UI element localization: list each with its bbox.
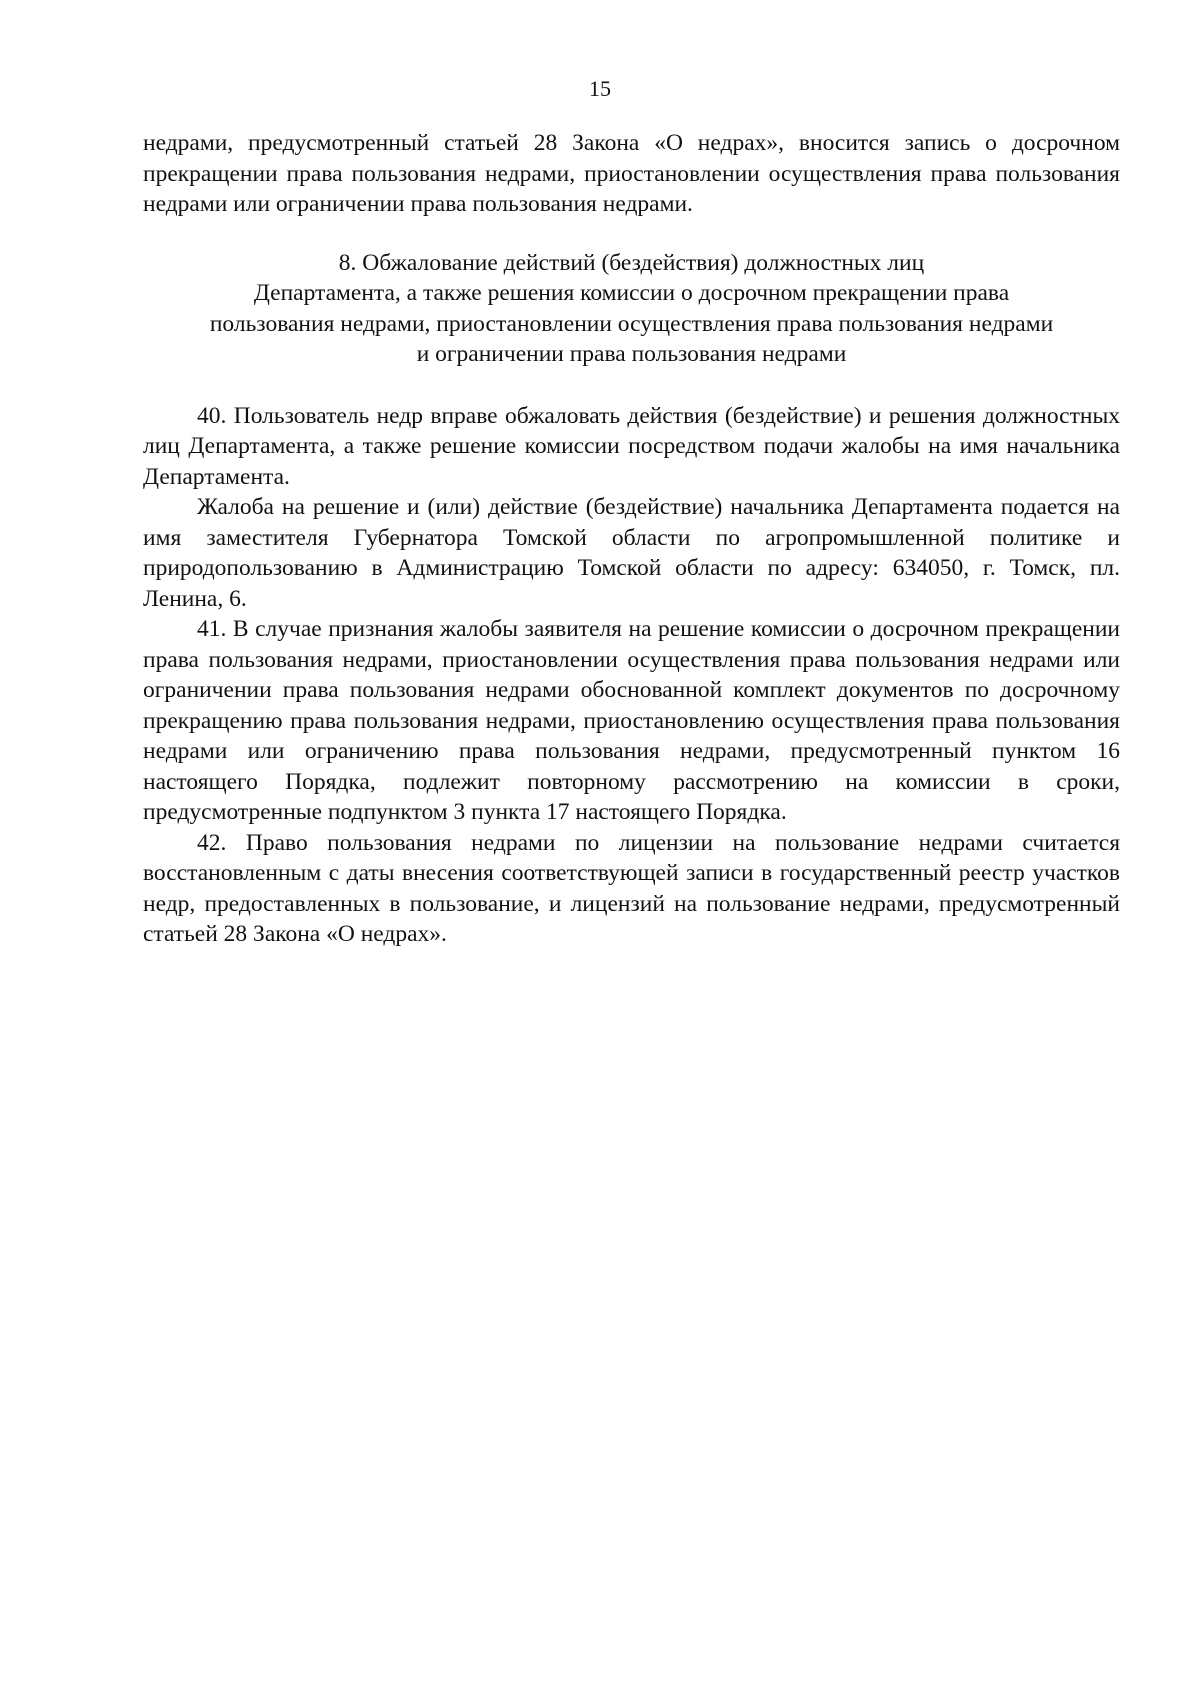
section-heading-line: Департамента, а также решения комиссии о досрочном прекращении права bbox=[253, 280, 1010, 306]
section-heading-line: пользования недрами, приостановлении осуществления права пользования недрами bbox=[209, 310, 1054, 337]
paragraph-40: 40. Пользователь недр вправе обжаловать действия (бездействие) и решения должностных лиц Департамента, а также решение комиссии посредством подачи жалобы на имя начальника Департамента. bbox=[143, 402, 1120, 490]
intro-paragraph: недрами, предусмотренный статьей 28 Закона «О недрах», вносится запись о досрочном прекращении права пользования недрами, приостановлении осуществления права пользования недрами или ограничении права пользования недрами. bbox=[143, 130, 1120, 217]
document-body bbox=[143, 128, 1120, 950]
paragraph-40-complaint: Жалоба на решение и (или) действие (бездействие) начальника Департамента подается на имя заместителя Губернатора Томской области по агропромышленной политике и природопользованию в Администрацию Томской области по адресу: 634050, г. Томск, пл. Ленина, 6. bbox=[143, 494, 1120, 612]
section-heading-line: 8. Обжалование действий (бездействия) должностных лиц bbox=[338, 249, 925, 276]
section-heading-line: и ограничении права пользования недрами bbox=[416, 341, 847, 367]
paragraph-41: 41. В случае признания жалобы заявителя на решение комиссии о досрочном прекращении права пользования недрами, приостановлении осуществления права пользования недрами или ограничении права пользования недрами обоснованной комплект документов по досрочному прекращению права пользования недрами, приостановлению осуществления права пользования недрами или ограничению права пользования недрами, предусмотренный пунктом 16 настоящего Порядка, подлежит повторному рассмотрению на комиссии в сроки, предусмотренные подпунктом 3 пункта 17 настоящего Порядка. bbox=[143, 616, 1120, 825]
page-number: 15 bbox=[589, 76, 611, 101]
section-heading bbox=[143, 248, 1120, 370]
paragraph-42: 42. Право пользования недрами по лицензии на пользование недрами считается восстановленным с даты внесения соответствующей записи в государственный реестр участков недр, предоставленных в пользование, и лицензий на пользование недрами, предусмотренный статьей 28 Закона «О недрах». bbox=[143, 829, 1120, 947]
